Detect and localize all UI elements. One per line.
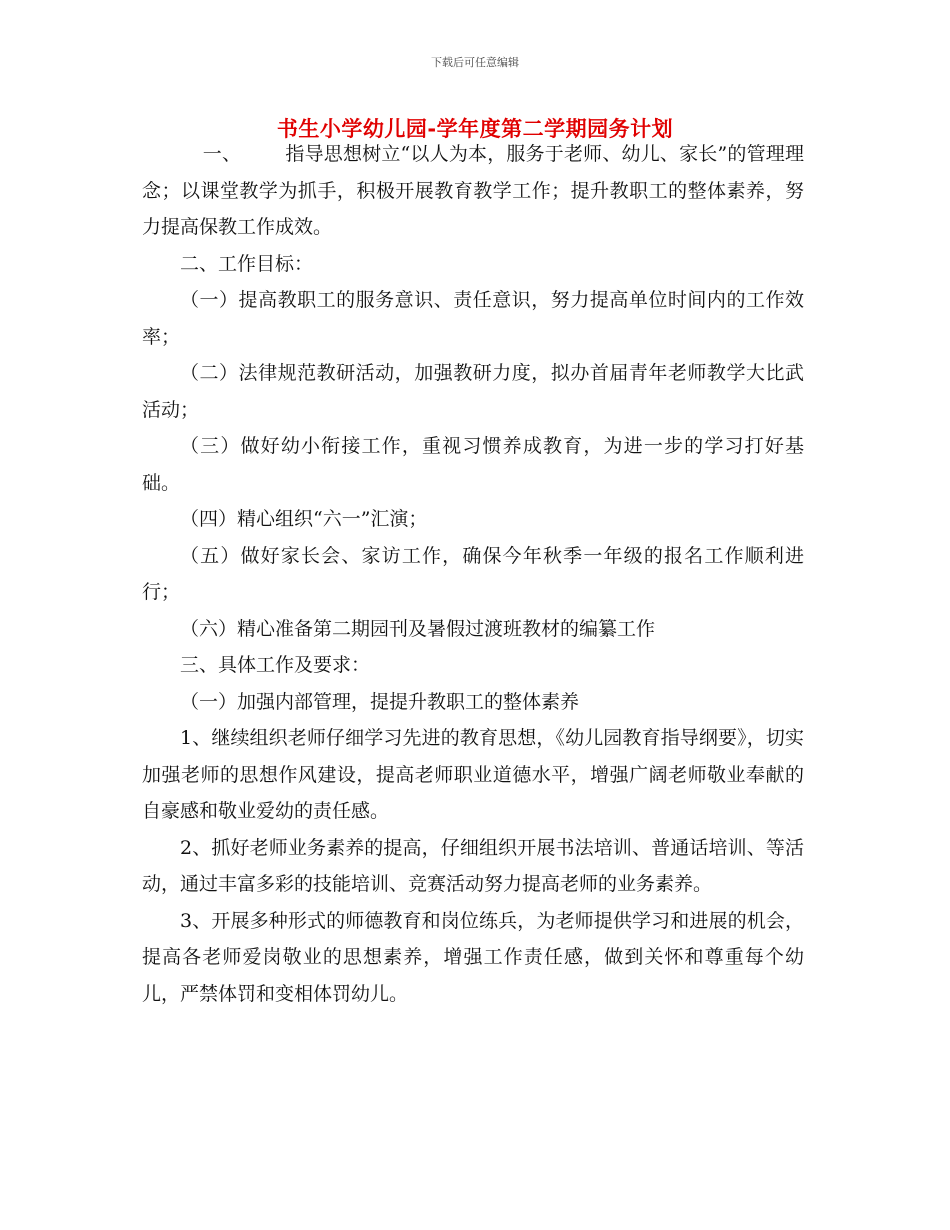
paragraph: （一）加强内部管理，提提升教职工的整体素养 (180, 690, 580, 713)
paragraph: （五）做好家长会、家访工作，确保今年秋季一年级的报名工作顺利进行； (142, 544, 804, 603)
paragraph: 2、抓好老师业务素养的提高，仔细组织开展书法培训、普通话培训、等活动，通过丰富多彩的技能培训、竞赛活动努力提高老师的业务素养。 (142, 836, 804, 895)
paragraph: （三）做好幼小衔接工作，重视习惯养成教育，为进一步的学习打好基础。 (142, 435, 804, 494)
paragraph: （一）提高教职工的服务意识、责任意识，努力提高单位时间内的工作效率； (142, 289, 804, 348)
page-header-note: 下载后可任意编辑 (431, 56, 519, 69)
intro-number: 一、 (202, 143, 242, 165)
paragraph: （二）法律规范教研活动，加强教研力度，拟办首届青年老师教学大比武活动； (142, 362, 804, 421)
paragraph: （六）精心准备第二期园刊及暑假过渡班教材的编纂工作 (180, 617, 656, 640)
document-body (142, 136, 804, 1012)
intro-text: 指导思想树立“以人为本，服务于老师、幼儿、家长”的管理理念；以课堂教学为抓手，积极开展教育教学工作；提升教职工的整体素养，努力提高保教工作成效。 (142, 143, 804, 238)
paragraph-intro (142, 136, 804, 246)
paragraph: 三、具体工作及要求： (180, 654, 371, 676)
paragraph: 1、继续组织老师仔细学习先进的教育思想，《幼儿园教育指导纲要》，切实加强老师的思想作风建设，提高老师职业道德水平，增强广阔老师敬业奉献的自豪感和敬业爱幼的责任感。 (142, 727, 804, 822)
paragraph: （四）精心组织“六一”汇演； (180, 508, 428, 530)
paragraph: 3、开展多种形式的师德教育和岗位练兵，为老师提供学习和进展的机会，提高各老师爱岗敬业的思想素养，增强工作责任感，做到关怀和尊重每个幼儿，严禁体罚和变相体罚幼儿。 (142, 909, 804, 1005)
paragraph: 二、工作目标： (180, 252, 314, 275)
document-title: 书生小学幼儿园-学年度第二学期园务计划 (276, 117, 674, 141)
